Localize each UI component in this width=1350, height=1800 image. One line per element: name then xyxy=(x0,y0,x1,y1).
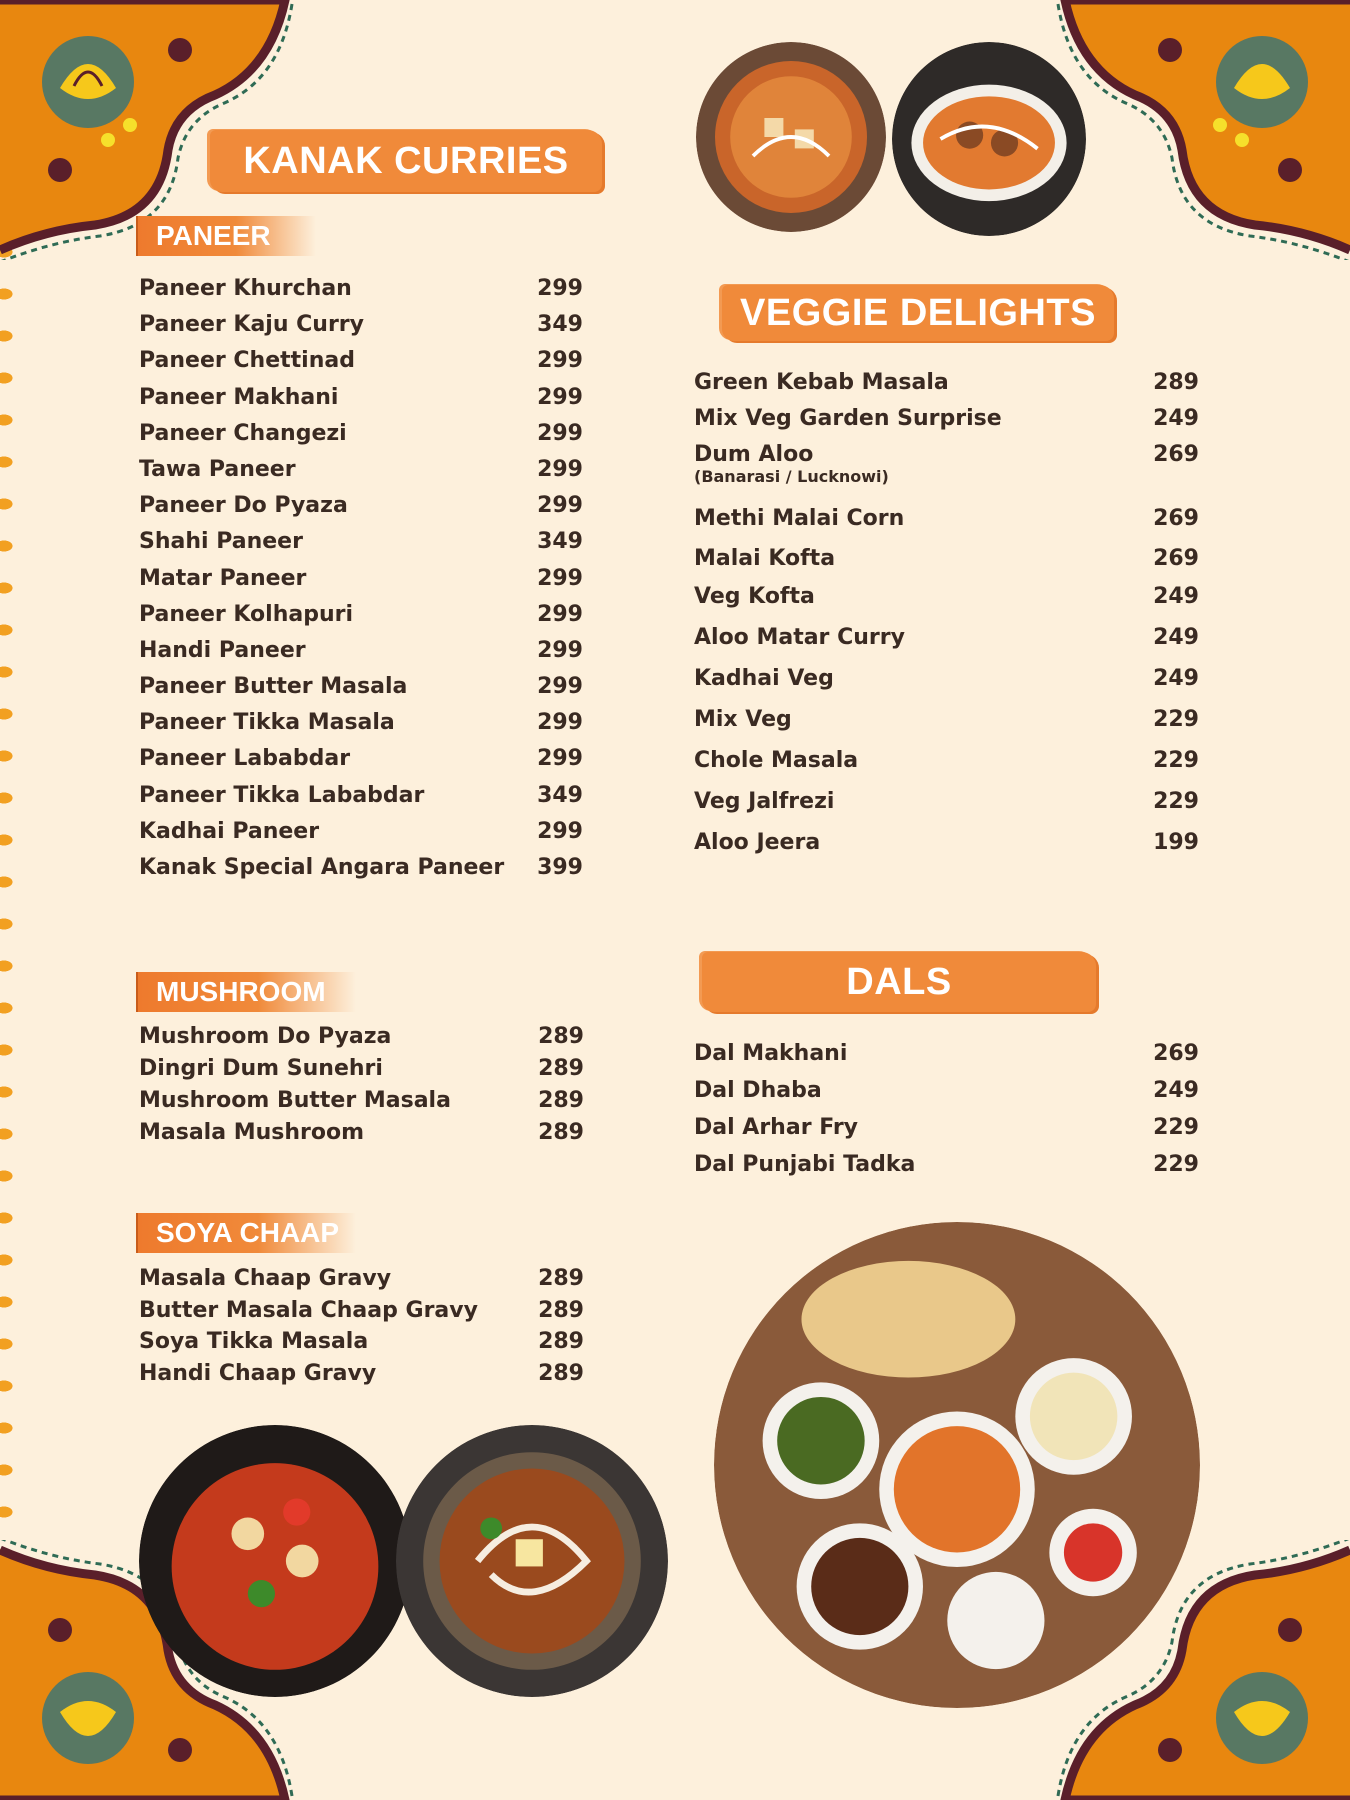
menu-item-name: Kadhai Paneer xyxy=(139,818,320,844)
menu-item-price: 299 xyxy=(537,420,583,446)
menu-item-name: Paneer Do Pyaza xyxy=(139,493,348,519)
menu-item-name: Aloo Matar Curry xyxy=(694,625,905,650)
menu-item-name: Paneer Kolhapuri xyxy=(139,601,354,627)
mushroom-heading: MUSHROOM xyxy=(136,972,356,1012)
menu-item xyxy=(139,1052,584,1084)
paneer-heading: PANEER xyxy=(136,216,316,256)
menu-item-name: Mushroom Do Pyaza xyxy=(139,1024,392,1049)
menu-item xyxy=(139,633,583,669)
menu-item-price: 299 xyxy=(537,565,583,591)
menu-item xyxy=(139,488,583,524)
menu-item-price: 299 xyxy=(537,493,583,519)
menu-item-name: Kanak Special Angara Paneer xyxy=(139,855,505,880)
menu-item-price: 249 xyxy=(1153,625,1199,650)
menu-item-price: 289 xyxy=(538,1088,584,1113)
malai-kofta-photo xyxy=(892,42,1086,236)
menu-item-price: 299 xyxy=(537,746,583,772)
menu-item-price: 229 xyxy=(1153,1152,1199,1177)
paneer-curry-photo xyxy=(696,42,886,232)
menu-item-name: Paneer Changezi xyxy=(139,420,347,446)
menu-item-price: 299 xyxy=(537,601,583,627)
menu-item xyxy=(694,825,1199,866)
menu-item xyxy=(694,661,1199,702)
menu-item xyxy=(694,501,1199,541)
menu-item xyxy=(139,416,583,452)
menu-item-name: Masala Mushroom xyxy=(139,1120,365,1145)
thali-spread-photo xyxy=(714,1222,1200,1708)
menu-item-price: 289 xyxy=(538,1360,584,1386)
menu-item-name: Paneer Khurchan xyxy=(139,276,352,301)
menu-item-price: 349 xyxy=(537,312,583,338)
kadhai-paneer-photo xyxy=(139,1425,411,1697)
menu-item-name: Veg Jalfrezi xyxy=(694,789,835,814)
menu-item xyxy=(139,452,583,488)
menu-item-name: Soya Tikka Masala xyxy=(139,1329,369,1354)
menu-item-price: 199 xyxy=(1153,830,1199,855)
menu-item-price: 299 xyxy=(537,710,583,736)
menu-item-name: Mushroom Butter Masala xyxy=(139,1088,451,1113)
menu-item xyxy=(139,561,583,597)
menu-item-name: Chole Masala xyxy=(694,748,859,773)
menu-item-price: 289 xyxy=(1153,370,1199,395)
menu-item xyxy=(139,850,583,886)
menu-item-name: Paneer Chettinad xyxy=(139,348,355,374)
menu-item xyxy=(139,814,583,850)
menu-item xyxy=(694,1036,1199,1073)
menu-item xyxy=(139,1357,584,1389)
menu-item-price: 299 xyxy=(537,384,583,410)
menu-item-price: 229 xyxy=(1153,707,1199,732)
menu-item-name: Mix Veg Garden Surprise xyxy=(694,406,1002,431)
left-decorative-border xyxy=(0,240,26,1560)
menu-item-name: Paneer Butter Masala xyxy=(139,674,408,700)
menu-item xyxy=(694,579,1199,620)
veggie-delights-banner: VEGGIE DELIGHTS xyxy=(722,285,1114,341)
menu-item xyxy=(139,307,583,343)
menu-item-name: Green Kebab Masala xyxy=(694,370,949,395)
menu-item-name: Malai Kofta xyxy=(694,546,836,571)
menu-item-name: Dal Makhani xyxy=(694,1041,848,1066)
menu-item-name: Dingri Dum Sunehri xyxy=(139,1056,383,1081)
menu-item-name: Dal Punjabi Tadka xyxy=(694,1152,916,1177)
menu-item-name: Mix Veg xyxy=(694,707,792,732)
menu-item-price: 269 xyxy=(1153,506,1199,531)
menu-item xyxy=(139,669,583,705)
menu-item-price: 269 xyxy=(1153,442,1199,467)
menu-item-name: Methi Malai Corn xyxy=(694,506,905,531)
menu-item-name: Butter Masala Chaap Gravy xyxy=(139,1297,478,1323)
menu-item-price: 299 xyxy=(537,348,583,374)
menu-item-name: Masala Chaap Gravy xyxy=(139,1266,392,1291)
menu-item-price: 289 xyxy=(538,1297,584,1323)
menu-item-name: Shahi Paneer xyxy=(139,529,303,555)
menu-item xyxy=(139,778,583,814)
menu-item-price: 299 xyxy=(537,276,583,301)
mushroom-list xyxy=(139,1020,584,1148)
dal-makhani-photo xyxy=(396,1425,668,1697)
menu-item-name: Handi Chaap Gravy xyxy=(139,1360,377,1386)
menu-item-price: 289 xyxy=(538,1266,584,1291)
paneer-list xyxy=(139,271,583,886)
menu-item-price: 299 xyxy=(537,674,583,700)
menu-item-name: Aloo Jeera xyxy=(694,830,821,855)
menu-item-price: 399 xyxy=(537,855,583,880)
menu-item xyxy=(694,1110,1199,1147)
menu-item-price: 349 xyxy=(537,782,583,808)
menu-item xyxy=(694,437,1199,501)
menu-item-name: Tawa Paneer xyxy=(139,456,296,482)
menu-item-name: Dal Arhar Fry xyxy=(694,1115,859,1140)
menu-item xyxy=(694,702,1199,743)
menu-item-name: Paneer Tikka Masala xyxy=(139,710,395,736)
menu-item xyxy=(139,1020,584,1052)
menu-item-name: Paneer Makhani xyxy=(139,384,339,410)
menu-item xyxy=(694,541,1199,579)
menu-item-price: 299 xyxy=(537,818,583,844)
menu-item-name: Dum Aloo xyxy=(694,442,814,467)
menu-item xyxy=(694,1073,1199,1110)
menu-item-name: Dal Dhaba xyxy=(694,1078,822,1103)
menu-item xyxy=(694,620,1199,661)
menu-item-price: 229 xyxy=(1153,789,1199,814)
menu-item-name: Matar Paneer xyxy=(139,565,307,591)
menu-item-price: 229 xyxy=(1153,1115,1199,1140)
soya-chaap-heading: SOYA CHAAP xyxy=(136,1213,356,1253)
menu-item-price: 249 xyxy=(1153,666,1199,691)
menu-item-price: 269 xyxy=(1153,546,1199,571)
menu-item xyxy=(139,1116,584,1148)
menu-item-price: 289 xyxy=(538,1120,584,1145)
soya-chaap-list xyxy=(139,1262,584,1388)
menu-item-price: 249 xyxy=(1153,1078,1199,1103)
menu-item-note: (Banarasi / Lucknowi) xyxy=(694,467,889,486)
menu-item-price: 249 xyxy=(1153,584,1199,609)
menu-item-price: 299 xyxy=(537,637,583,663)
menu-item xyxy=(694,365,1199,401)
menu-item-price: 249 xyxy=(1153,406,1199,431)
menu-item xyxy=(139,1325,584,1357)
menu-item-price: 289 xyxy=(538,1056,584,1081)
menu-item xyxy=(139,271,583,307)
menu-item xyxy=(139,597,583,633)
menu-item-price: 299 xyxy=(537,456,583,482)
dals-banner: DALS xyxy=(702,952,1096,1012)
menu-item xyxy=(694,401,1199,437)
menu-item xyxy=(694,743,1199,784)
main-title-banner: KANAK CURRIES xyxy=(210,130,602,192)
menu-item xyxy=(139,1262,584,1294)
veggie-delights-list xyxy=(694,365,1199,866)
menu-item-price: 229 xyxy=(1153,748,1199,773)
corner-ornament-top-right xyxy=(1050,0,1350,260)
menu-item xyxy=(139,741,583,777)
menu-item-name: Paneer Kaju Curry xyxy=(139,312,364,338)
menu-item xyxy=(694,784,1199,825)
menu-item xyxy=(139,380,583,416)
menu-item xyxy=(139,343,583,379)
menu-item xyxy=(139,1294,584,1326)
menu-item-price: 269 xyxy=(1153,1041,1199,1066)
menu-item-name: Paneer Lababdar xyxy=(139,746,351,772)
menu-item-price: 289 xyxy=(538,1329,584,1354)
menu-item-name: Handi Paneer xyxy=(139,637,306,663)
menu-item-name: Veg Kofta xyxy=(694,584,815,609)
menu-item xyxy=(694,1147,1199,1184)
menu-item xyxy=(139,524,583,560)
menu-item-price: 349 xyxy=(537,529,583,555)
menu-item xyxy=(139,1084,584,1116)
menu-item-price: 289 xyxy=(538,1024,584,1049)
menu-item xyxy=(139,705,583,741)
dals-list xyxy=(694,1036,1199,1184)
menu-item-name: Paneer Tikka Lababdar xyxy=(139,782,425,808)
menu-item-name: Kadhai Veg xyxy=(694,666,834,691)
